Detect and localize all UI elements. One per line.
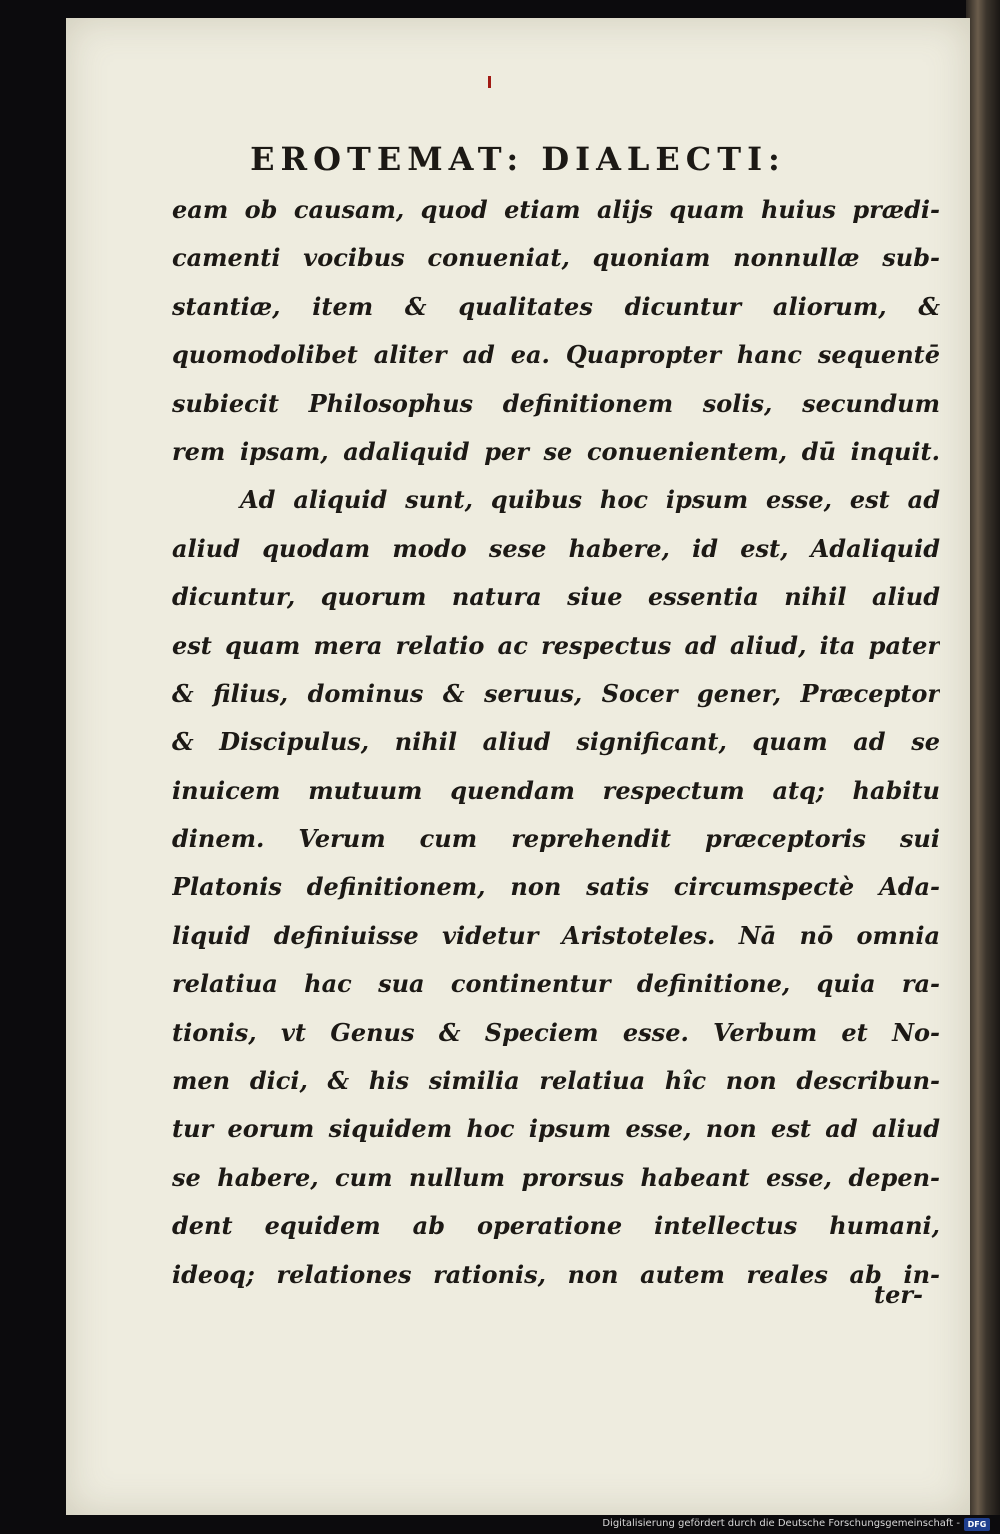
- text-line-4: quomodolibet aliter ad ea. Quapropter hanc sequentē: [172, 340, 940, 370]
- text-line-6: rem ipsam, adaliquid per se conuenientem, dū inquit.: [172, 436, 940, 466]
- text-line-7: Ad aliquid sunt, quibus hoc ipsum esse, est ad: [240, 485, 940, 515]
- text-line-15: Platonis definitionem, non satis circumspectè Ada-: [172, 872, 940, 902]
- body-text: [172, 186, 940, 1299]
- footer-credit: Digitalisierung gefördert durch die Deutsche Forschungsgemeinschaft -: [602, 1518, 960, 1529]
- text-line-2: camenti vocibus conueniat, quoniam nonnullæ sub-: [172, 243, 940, 273]
- text-line-1: eam ob causam, quod etiam alijs quam huius prædi-: [172, 195, 940, 224]
- text-line-13: inuicem mutuum quendam respectum atq; habitu: [172, 775, 940, 805]
- text-line-11: & filius, dominus & seruus, Socer gener, Præceptor: [172, 678, 940, 708]
- text-line-18: tionis, vt Genus & Speciem esse. Verbum et No-: [172, 1017, 940, 1047]
- book-edge: [966, 0, 1000, 1515]
- red-ink-mark: [488, 76, 491, 88]
- text-line-9: dicuntur, quorum natura siue essentia nihil aliud: [172, 582, 940, 612]
- text-line-21: se habere, cum nullum prorsus habeant esse, depen-: [172, 1162, 940, 1192]
- text-line-20: tur eorum siquidem hoc ipsum esse, non est ad aliud: [172, 1114, 940, 1144]
- dfg-logo: DFG: [964, 1518, 990, 1531]
- text-line-17: relatiua hac sua continentur definitione, quia ra-: [172, 969, 940, 999]
- text-line-14: dinem. Verum cum reprehendit præceptoris sui: [172, 824, 940, 854]
- text-line-10: est quam mera relatio ac respectus ad aliud, ita pater: [172, 630, 940, 660]
- text-line-5: subiecit Philosophus definitionem solis, secundum: [172, 388, 940, 418]
- running-head: EROTEMAT: DIALECTI:: [250, 140, 786, 178]
- book-page: [66, 18, 970, 1515]
- text-line-19: men dici, & his similia relatiua hîc non describun-: [172, 1066, 940, 1096]
- text-line-12: & Discipulus, nihil aliud significant, quam ad se: [172, 727, 940, 757]
- text-line-8: aliud quodam modo sese habere, id est, Adaliquid: [172, 533, 940, 563]
- text-line-16: liquid definiuisse videtur Aristoteles. Nā nō omnia: [172, 920, 940, 950]
- text-line-23: ideoq; relationes rationis, non autem reales ab in-: [172, 1259, 940, 1289]
- catchword: ter-: [874, 1280, 923, 1309]
- text-line-22: dent equidem ab operatione intellectus humani,: [172, 1211, 940, 1241]
- text-line-3: stantiæ, item & qualitates dicuntur aliorum, &: [172, 291, 940, 321]
